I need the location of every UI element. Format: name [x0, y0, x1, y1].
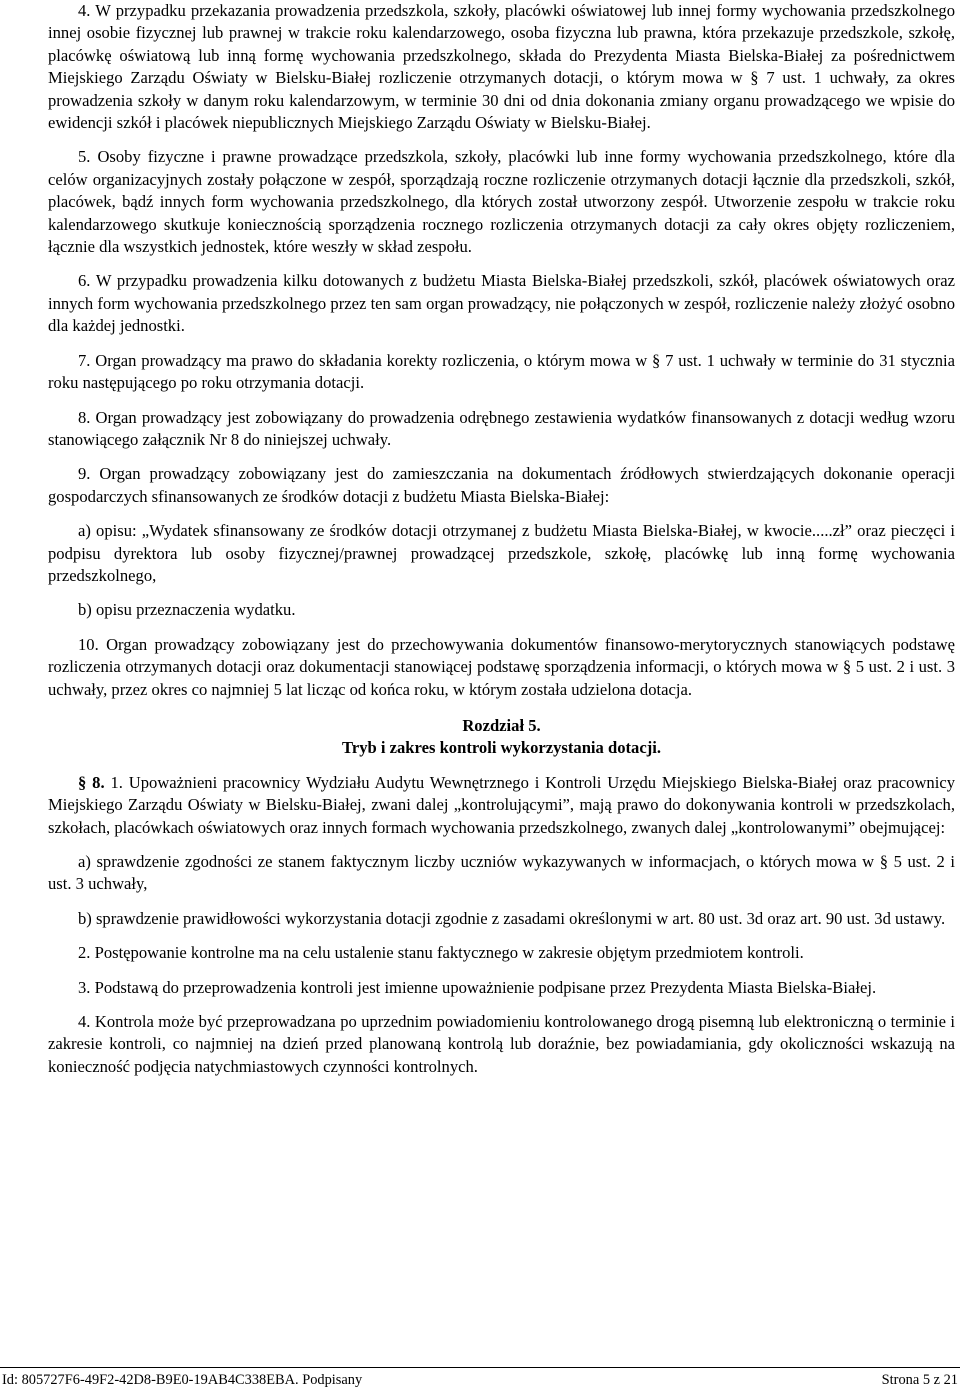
chapter-heading	[48, 715, 955, 760]
footer-divider	[0, 1367, 960, 1368]
paragraph-8: 8. Organ prowadzący jest zobowiązany do prowadzenia odrębnego zestawienia wydatków finansowanych z dotacji według wzoru stanowiącego załącznik Nr 8 do niniejszej uchwały.	[48, 407, 955, 449]
paragraph-4: 4. W przypadku przekazania prowadzenia przedszkola, szkoły, placówki oświatowej lub innej formy wychowania przedszkolnego innej osobie fizycznej lub prawnej w trakcie roku kalendarzowego, osoba fizyczna lub prawna, która przekazuje przedszkole, szkołę, placówkę oświatową lub inną formę wychowania przedszkolnego, składa do Prezydenta Miasta Bielska-Białej za pośrednictwem Miejskiego Zarządu Oświaty w Bielsku-Białej rozliczenie otrzymanych dotacji, o którym mowa w § 7 ust. 1 uchwały, za okres prowadzenia szkoły w danym roku kalendarzowym, w terminie 30 dni od dnia dokonania zmiany organu prowadzącego we wpisie do ewidencji szkół i placówek niepublicznych Miejskiego Zarządu Oświaty w Bielsku-Białej.	[48, 1, 955, 133]
section-8-paragraph-1a: a) sprawdzenie zgodności ze stanem faktycznym liczby uczniów wykazywanych w informacjach, o których mowa w § 5 ust. 2 i ust. 3 uchwały,	[48, 852, 955, 894]
paragraph-10: 10. Organ prowadzący zobowiązany jest do przechowywania dokumentów finansowo-merytorycznych stanowiących podstawę rozliczenia otrzymanych dotacji oraz dokumentacji stanowiącej podstawę sporządzenia informacji, o których mowa w § 5 ust. 2 i ust. 3 uchwały, przez okres co najmniej 5 lat licząc od końca roku, w którym została udzielona dotacja.	[48, 634, 955, 699]
document-page	[48, 0, 955, 1078]
section-8-paragraph-4: 4. Kontrola może być przeprowadzana po uprzednim powiadomieniu kontrolowanego drogą pisemną lub elektroniczną o terminie i zakresie kontroli, co najmniej na dzień przed planowaną kontrolą lub doraźnie, bez powiadamiania, gdy okoliczności wskazują na konieczność podjęcia natychmiastowych czynności kontrolnych.	[48, 1012, 955, 1076]
paragraph-7: 7. Organ prowadzący ma prawo do składania korekty rozliczenia, o którym mowa w § 7 ust. 1 uchwały w terminie do 31 stycznia roku następującego po roku otrzymania dotacji.	[48, 350, 955, 393]
paragraph-9a: a) opisu: „Wydatek sfinansowany ze środków dotacji otrzymanej z budżetu Miasta Bielska-Białej, w kwocie.....zł” oraz pieczęci i podpisu dyrektora lub osoby fizycznej/prawnej prowadzącej przedszkole, szkołę, placówkę lub inną formę wychowania przedszkolnego,	[48, 521, 955, 585]
paragraph-6: 6. W przypadku prowadzenia kilku dotowanych z budżetu Miasta Bielska-Białej przedszkoli, szkół, placówek oświatowych oraz innych form wychowania przedszkolnego przez ten sam organ prowadzący, nie połączonych w zespół, rozliczenie należy złożyć osobno dla każdej jednostki.	[48, 271, 955, 336]
section-8-paragraph-1	[48, 772, 955, 839]
paragraph-5: 5. Osoby fizyczne i prawne prowadzące przedszkola, szkoły, placówki lub inne formy wychowania przedszkolnego, które dla celów organizacyjnych zostały połączone w zespół, sporządzają roczne rozliczenie otrzymanych dotacji łącznie dla przedszkoli, szkół, placówek, bądź innych form wychowania przedszkolnego, dla których został utworzony zespół. Utworzenie zespołu w trakcie roku kalendarzowego skutkuje koniecznością sporządzenia rocznego rozliczenia otrzymanych dotacji za cały okres objęty rozliczeniem, łącznie dla wszystkich jednostek, które weszły w skład zespołu.	[48, 147, 955, 257]
chapter-subtitle: Tryb i zakres kontroli wykorzystania dotacji.	[342, 738, 661, 758]
chapter-title: Rozdział 5.	[462, 715, 541, 735]
section-8-paragraph-1b: b) sprawdzenie prawidłowości wykorzystania dotacji zgodnie z zasadami określonymi w art. 80 ust. 3d oraz art. 90 ust. 3d ustawy.	[78, 908, 946, 928]
paragraph-9: 9. Organ prowadzący zobowiązany jest do zamieszczania na dokumentach źródłowych stwierdzających dokonanie operacji gospodarczych sfinansowanych ze środków dotacji z budżetu Miasta Bielska-Białej:	[48, 464, 955, 506]
document-id: Id: 805727F6-49F2-42D8-B9E0-19AB4C338EBA. Podpisany	[2, 1372, 363, 1388]
section-8-p1-text: 1. Upoważnieni pracownicy Wydziału Audytu Wewnętrznego i Kontroli Urzędu Miejskiego Bielska-Białej oraz pracownicy Miejskiego Zarządu Oświaty w Bielsku-Białej, zwani dalej „kontrolującymi”, mają prawo do dokonywania kontroli w przedszkolach, szkołach, placówkach oświatowych oraz innych formach wychowania przedszkolnego, zwanych dalej „kontrolowanymi” obejmującej:	[48, 772, 956, 837]
section-number: § 8.	[78, 772, 105, 792]
paragraph-9b: b) opisu przeznaczenia wydatku.	[78, 600, 296, 620]
page-number: Strona 5 z 21	[881, 1372, 958, 1388]
section-8-paragraph-3: 3. Podstawą do przeprowadzenia kontroli jest imienne upoważnienie podpisane przez Prezydenta Miasta Bielska-Białej.	[78, 977, 877, 997]
section-8-paragraph-2: 2. Postępowanie kontrolne ma na celu ustalenie stanu faktycznego w zakresie objętym przedmiotem kontroli.	[78, 943, 804, 963]
